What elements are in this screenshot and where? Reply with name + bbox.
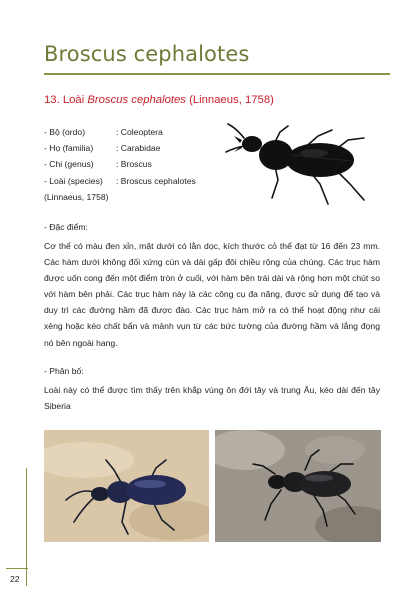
taxonomy-key: - Chi (genus) (44, 159, 94, 170)
features-text: Cơ thể có màu đen xỉn, mặt dưới có lằn dọc, kích thước cỏ thể đạt từ 16 đến 23 mm. Các hàm dưới không đối xứng cùn và dài gấp đôi chiều rộng của chúng. Các trục hàm được uốn cong đến một điểm tròn ở cuối, với hàm bên trái dài và rộng hơn một chút so với hàm bên phải. Các trục hàm này là các công cụ đa năng, được sử dụng để tạo và duy trì các đường hầm đã được đào. Các trục hàm mở ra có thể hoạt động như cái xẻng hoặc kéo chất bẩn và mảnh vụn từ các bức tường của đường hầm và lắng đọng nó bên ngoài hang. (44, 241, 380, 348)
title-divider (44, 73, 390, 75)
features-label: - Đặc điểm: (44, 222, 88, 232)
section-prefix: 13. Loài (44, 94, 88, 106)
species-name: Broscus cephalotes (87, 94, 186, 106)
taxonomy-key: - Họ (familia) (44, 143, 94, 154)
beetle-photo-ground (215, 430, 381, 542)
taxonomy-row (44, 140, 196, 156)
page-title: Broscus cephalotes (44, 42, 250, 66)
taxonomy-row (44, 124, 196, 140)
taxonomy-row (44, 156, 196, 172)
distribution-label: - Phân bố: (44, 366, 84, 376)
taxonomy-value: : Broscus (116, 159, 152, 170)
taxonomy-value: : Carabidae (116, 143, 161, 154)
taxonomy-value: : Coleoptera (116, 127, 163, 137)
taxonomy-value: : Broscus cephalotes (116, 175, 196, 186)
taxonomy-row (44, 173, 196, 189)
taxonomy-block (44, 124, 196, 205)
taxonomy-tail: (Linnaeus, 1758) (44, 191, 109, 202)
beetle-photo-sand (44, 430, 209, 542)
distribution-text: Loài này có thể được tìm thấy trên khắp vùng ôn đới tây và trung Âu, kéo dài đến tây Siberia (44, 385, 380, 412)
species-author: (Linnaeus, 1758) (185, 94, 274, 106)
page-number: 22 (10, 574, 20, 584)
section-heading (44, 94, 274, 106)
taxonomy-key: - Loài (species) (44, 175, 103, 186)
beetle-photo-top (222, 118, 368, 218)
taxonomy-key: - Bộ (ordo) (44, 127, 86, 137)
margin-rule-horizontal (6, 568, 28, 569)
